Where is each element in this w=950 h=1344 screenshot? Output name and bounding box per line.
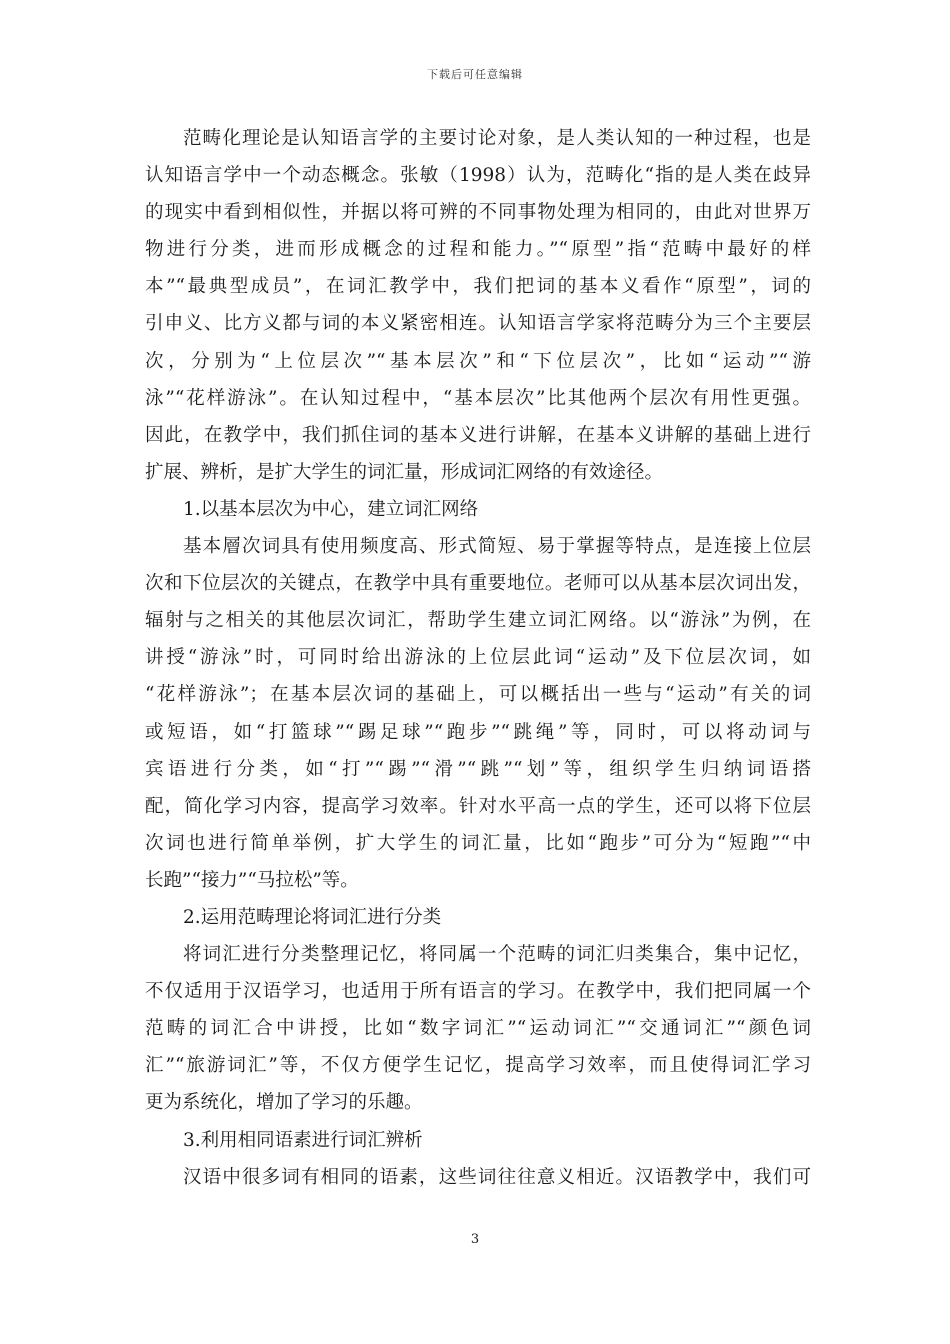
text-line: 次，分别为“上位层次”“基本层次”和“下位层次”，比如“运动”“游	[145, 350, 811, 372]
text-line: 因此，在教学中，我们抓住词的基本义进行讲解，在基本义讲解的基础上进行	[145, 424, 811, 446]
text-line: 不仅适用于汉语学习，也适用于所有语言的学习。在教学中，我们把同属一个	[145, 981, 811, 1003]
text-line: 3.利用相同语素进行词汇辨析	[183, 1129, 423, 1151]
text-line: 本”“最典型成员”，在词汇教学中，我们把词的基本义看作“原型”，词的	[145, 276, 811, 298]
text-line: 的现实中看到相似性，并据以将可辨的不同事物处理为相同的，由此对世界万	[145, 202, 811, 224]
text-line: 1.以基本层次为中心，建立词汇网络	[183, 498, 479, 520]
text-line: 2.运用范畴理论将词汇进行分类	[183, 906, 442, 928]
text-line: 扩展、辨析，是扩大学生的词汇量，形成词汇网络的有效途径。	[145, 461, 664, 483]
text-line: 长跑”“接力”“马拉松”等。	[145, 869, 359, 891]
text-line: 范畴化理论是认知语言学的主要讨论对象，是人类认知的一种过程，也是	[183, 128, 811, 149]
text-line: 认知语言学中一个动态概念。张敏（1998）认为，范畴化“指的是人类在歧异	[145, 165, 811, 187]
text-line: 基本層次词具有使用频度高、形式简短、易于掌握等特点，是连接上位层	[183, 536, 811, 558]
text-line: 次词也进行简单举例，扩大学生的词汇量，比如“跑步”可分为“短跑”“中	[145, 832, 811, 854]
text-line: 次和下位层次的关键点，在教学中具有重要地位。老师可以从基本层次词出发，	[145, 573, 811, 595]
text-line: “花样游泳”；在基本层次词的基础上，可以概括出一些与“运动”有关的词	[145, 684, 811, 706]
text-line: 辐射与之相关的其他层次词汇，帮助学生建立词汇网络。以“游泳”为例，在	[145, 610, 811, 632]
text-line: 配，简化学习内容，提高学习效率。针对水平高一点的学生，还可以将下位层	[145, 795, 811, 817]
text-line: 更为系统化，增加了学习的乐趣。	[145, 1092, 423, 1114]
document-body	[145, 120, 811, 1196]
page-header: 下载后可任意编辑	[427, 68, 523, 81]
text-line: 泳”“花样游泳”。在认知过程中，“基本层次”比其他两个层次有用性更强。	[145, 387, 811, 409]
text-line: 汉语中很多词有相同的语素，这些词往往意义相近。汉语教学中，我们可	[183, 1166, 811, 1188]
text-line: 讲授“游泳”时，可同时给出游泳的上位层此词“运动”及下位层次词，如	[145, 647, 811, 669]
text-line: 或短语，如“打篮球”“踢足球”“跑步”“跳绳”等，同时，可以将动词与	[145, 721, 811, 743]
text-line: 将词汇进行分类整理记忆，将同属一个范畴的词汇归类集合，集中记忆，	[183, 944, 811, 966]
text-line: 汇”“旅游词汇”等，不仅方便学生记忆，提高学习效率，而且使得词汇学习	[145, 1055, 811, 1077]
text-line: 宾语进行分类，如“打”“踢”“滑”“跳”“划”等，组织学生归纳词语搭	[145, 758, 811, 780]
page-number: 3	[470, 1232, 480, 1247]
text-line: 引申义、比方义都与词的本义紧密相连。认知语言学家将范畴分为三个主要层	[145, 313, 811, 335]
text-line: 物进行分类，进而形成概念的过程和能力。”“原型”指“范畴中最好的样	[145, 239, 811, 261]
text-line: 范畴的词汇合中讲授，比如“数字词汇”“运动词汇”“交通词汇”“颜色词	[145, 1018, 811, 1040]
